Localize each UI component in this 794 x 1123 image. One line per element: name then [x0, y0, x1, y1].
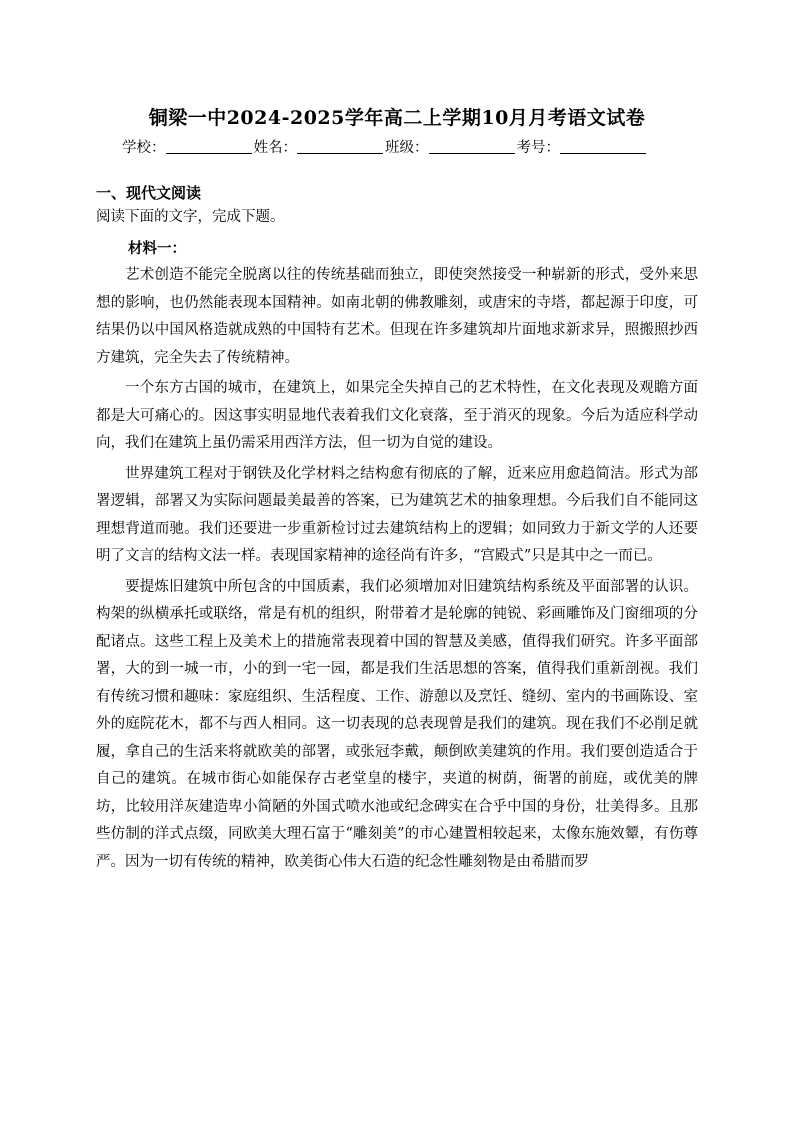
passage-body — [96, 262, 698, 879]
name-label: 姓名： — [253, 140, 297, 156]
section-heading: 一、现代文阅读 — [96, 184, 202, 202]
class-label: 班级： — [385, 140, 429, 156]
paragraph: 一个东方古国的城市，在建筑上，如果完全失掉自己的艺术特性，在文化表现及观瞻方面都是大可痛心的。因这事实明显地代表着我们文化衰落，至于消灭的现象。今后为适应科学动向，我们在建筑上虽仍需采用西洋方法，但一切为自觉的建设。 — [96, 380, 698, 451]
exam-no-label: 考号： — [516, 140, 560, 156]
exam-no-blank — [560, 139, 646, 154]
paragraph: 世界建筑工程对于钢铁及化学材料之结构愈有彻底的了解，近来应用愈趋简洁。形式为部署逻辑，部署又为实际问题最美最善的答案，已为建筑艺术的抽象理想。今后我们自不能同这理想背道而驰。我们还要进一步重新检讨过去建筑结构上的逻辑；如同致力于新文学的人还要明了文言的结构文法一样。表现国家精神的途径尚有许多，“宫殿式”只是其中之一而已。 — [96, 465, 698, 564]
material-label: 材料一： — [128, 241, 186, 257]
paragraph: 艺术创造不能完全脱离以往的传统基础而独立，即使突然接受一种崭新的形式，受外来思想的影响，也仍然能表现本国精神。如南北朝的佛教雕刻，或唐宋的寺塔，都起源于印度，可结果仍以中国风格造就成熟的中国特有艺术。但现在许多建筑却片面地求新求异，照搬照抄西方建筑，完全失去了传统精神。 — [96, 267, 698, 366]
paragraph: 要提炼旧建筑中所包含的中国质素，我们必须增加对旧建筑结构系统及平面部署的认识。构架的纵横承托或联络，常是有机的组织，附带着才是轮廓的钝锐、彩画雕饰及门窗细项的分配诸点。这些工程上及美术上的措施常表现着中国的智慧及美感，值得我们研究。许多平面部署，大的到一城一市，小的到一宅一园，都是我们生活思想的答案，值得我们重新剖视。我们有传统习惯和趣味：家庭组织、生活程度、工作、游憩以及烹饪、缝纫、室内的书画陈设、室外的庭院花木，都不与西人相同。这一切表现的总表现曾是我们的建筑。现在我们不必削足就履，拿自己的生活来将就欧美的部署，或张冠李戴，颠倒欧美建筑的作用。我们要创造适合于自己的建筑。在城市街心如能保存古老堂皇的楼宇，夹道的树荫，衙署的前庭，或优美的牌坊，比较用洋灰建造卑小简陋的外国式喷水池或纪念碑实在合乎中国的身份，壮美得多。且那些仿制的洋式点缀，同欧美大理石富于“雕刻美”的市心建置相较起来，太像东施效颦，有伤尊严。因为一切有传统的精神，欧美街心伟大石造的纪念性雕刻物是由希腊而罗 — [96, 578, 698, 870]
name-blank — [297, 139, 383, 154]
student-info-row — [122, 136, 682, 157]
class-blank — [429, 139, 515, 154]
school-label: 学校： — [122, 140, 166, 156]
page-title: 铜梁一中2024-2025学年高二上学期10月月考语文试卷 — [148, 107, 646, 129]
school-blank — [166, 139, 252, 154]
reading-instruction: 阅读下面的文字，完成下题。 — [96, 209, 285, 225]
